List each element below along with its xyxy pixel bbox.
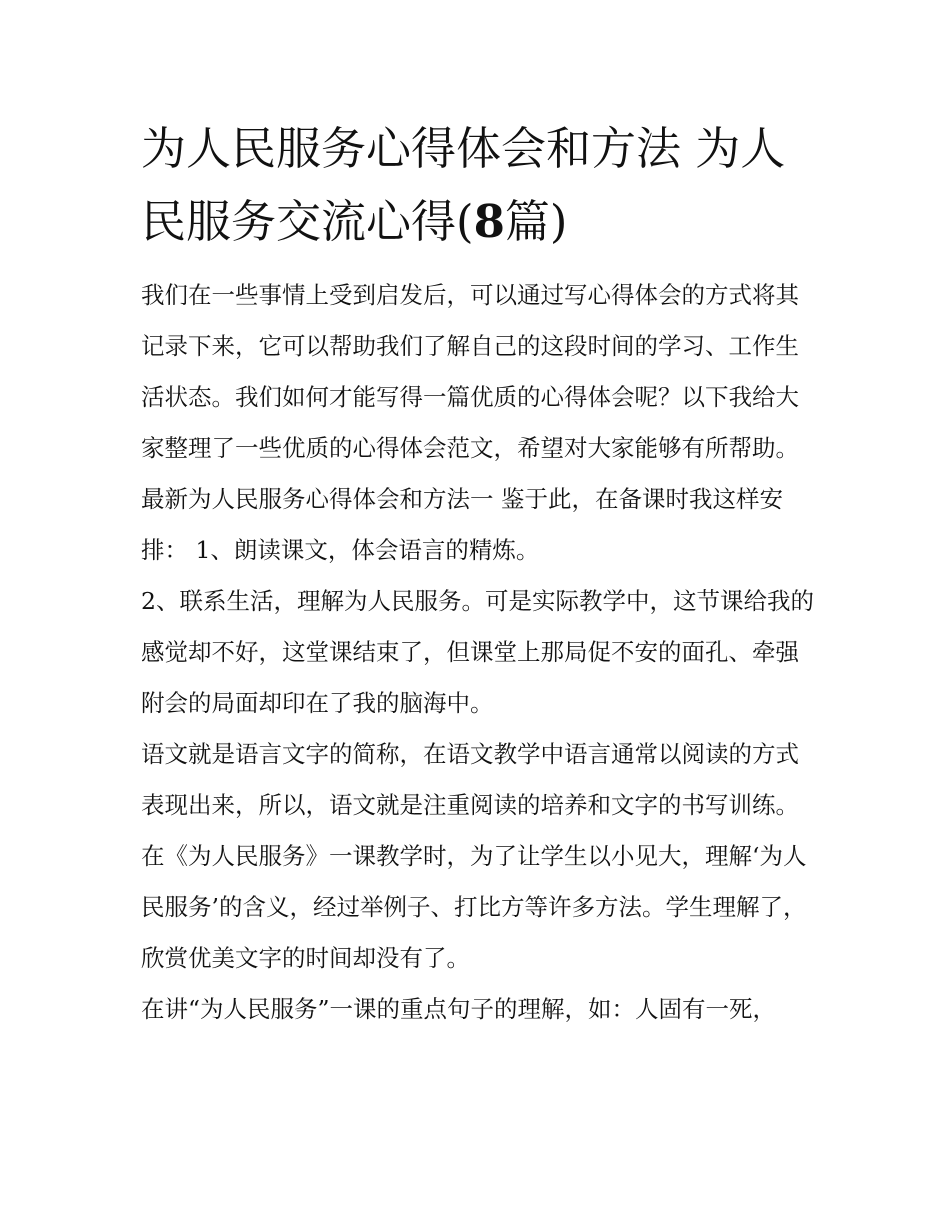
title-text-part2: 篇) [504,195,568,248]
paragraph-section-one: 最新为人民服务心得体会和方法一 鉴于此，在备课时我这样安排： 1、朗读课文，体会语言的精炼。 [141,485,783,564]
document-title [141,112,821,258]
document-content [141,112,821,1035]
paragraph-point-two: 2、联系生活，理解为人民服务。可是实际教学中，这节课给我的感觉却不好，这堂课结束了，但课堂上那局促不安的面孔、牵强附会的局面却印在了我的脑海中。 [141,587,814,717]
paragraph-intro: 我们在一些事情上受到启发后，可以通过写心得体会的方式将其记录下来，它可以帮助我们了解自己的这段时间的学习、工作生活状态。我们如何才能写得一篇优质的心得体会呢？以下我给大家整理了一些优质的心得体会范文，希望对大家能够有所帮助。 [141,281,799,462]
title-number: 8 [473,195,505,248]
paragraph-key-sentence: 在讲“为人民服务”一课的重点句子的理解，如：人固有一死， [141,995,777,1023]
title-text-part1: 为人民服务心得体会和方法 为人民服务交流心得( [141,122,786,248]
paragraph-language: 语文就是语言文字的简称，在语文教学中语言通常以阅读的方式表现出来，所以，语文就是注重阅读的培养和文字的书写训练。在《为人民服务》一课教学时，为了让学生以小见大，理解‘为人民服务’的含义，经过举例子、打比方等许多方法。学生理解了，欣赏优美文字的时间却没有了。 [141,740,807,972]
document-body [141,270,821,1035]
